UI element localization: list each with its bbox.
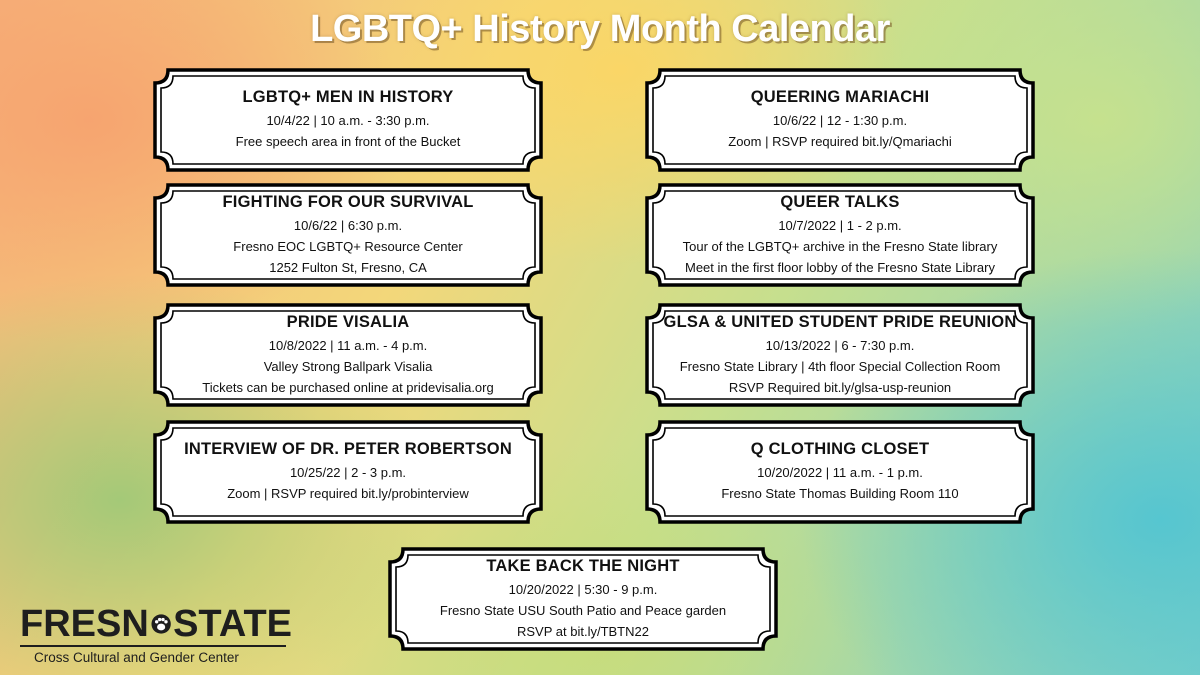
event-datetime: 10/20/2022 | 11 a.m. - 1 p.m. [757,465,923,480]
logo-wordmark [20,605,292,643]
event-title: QUEERING MARIACHI [750,88,930,106]
event-title: QUEER TALKS [780,192,900,211]
event-detail: Zoom | RSVP required bit.ly/Qmariachi [728,134,952,149]
event-detail: RSVP at bit.ly/TBTN22 [517,623,649,639]
event-datetime: 10/25/22 | 2 - 3 p.m. [289,465,407,480]
event-detail: Free speech area in front of the Bucket [235,134,461,149]
logo-word-left: FRESN [20,603,149,645]
event-card [645,303,1035,407]
event-card [153,183,543,287]
event-datetime: 10/13/2022 | 6 - 7:30 p.m. [765,337,915,353]
event-detail: Tickets can be purchased online at pridevisalia.org [202,379,494,395]
event-title: INTERVIEW OF DR. PETER ROBERTSON [184,440,512,458]
paw-icon [150,609,172,639]
event-card [153,68,543,172]
event-detail: Fresno State Thomas Building Room 110 [721,486,959,501]
logo-divider [20,645,286,647]
event-title: LGBTQ+ MEN IN HISTORY [242,88,454,106]
event-title: Q CLOTHING CLOSET [750,440,930,458]
event-datetime: 10/4/22 | 10 a.m. - 3:30 p.m. [266,113,430,128]
event-detail: Meet in the first floor lobby of the Fresno State Library [685,259,995,275]
fresno-state-logo [20,605,292,665]
event-datetime: 10/6/22 | 6:30 p.m. [293,217,403,233]
event-card [645,68,1035,172]
event-detail: Tour of the LGBTQ+ archive in the Fresno State library [682,238,998,254]
event-detail: 1252 Fulton St, Fresno, CA [269,259,427,275]
event-card [153,303,543,407]
event-detail: RSVP Required bit.ly/glsa-usp-reunion [728,379,952,395]
event-detail: Zoom | RSVP required bit.ly/probinterview [227,486,469,501]
event-card [153,420,543,524]
event-detail: Fresno State Library | 4th floor Special Collection Room [679,358,1001,374]
event-title: PRIDE VISALIA [286,312,410,331]
event-datetime: 10/8/2022 | 11 a.m. - 4 p.m. [268,337,428,353]
event-title: GLSA & UNITED STUDENT PRIDE REUNION [663,312,1017,331]
event-detail: Fresno State USU South Patio and Peace garden [439,602,727,618]
event-title: FIGHTING FOR OUR SURVIVAL [222,192,474,211]
event-card [388,547,778,651]
event-card [645,183,1035,287]
event-card [645,420,1035,524]
event-datetime: 10/7/2022 | 1 - 2 p.m. [778,217,902,233]
page-title: LGBTQ+ History Month Calendar [310,8,890,50]
event-datetime: 10/6/22 | 12 - 1:30 p.m. [772,113,908,128]
event-title: TAKE BACK THE NIGHT [486,556,680,575]
event-detail: Fresno EOC LGBTQ+ Resource Center [233,238,463,254]
event-detail: Valley Strong Ballpark Visalia [263,358,433,374]
event-datetime: 10/20/2022 | 5:30 - 9 p.m. [508,581,658,597]
logo-word-right: STATE [173,603,292,645]
logo-subtitle: Cross Cultural and Gender Center [34,650,239,665]
